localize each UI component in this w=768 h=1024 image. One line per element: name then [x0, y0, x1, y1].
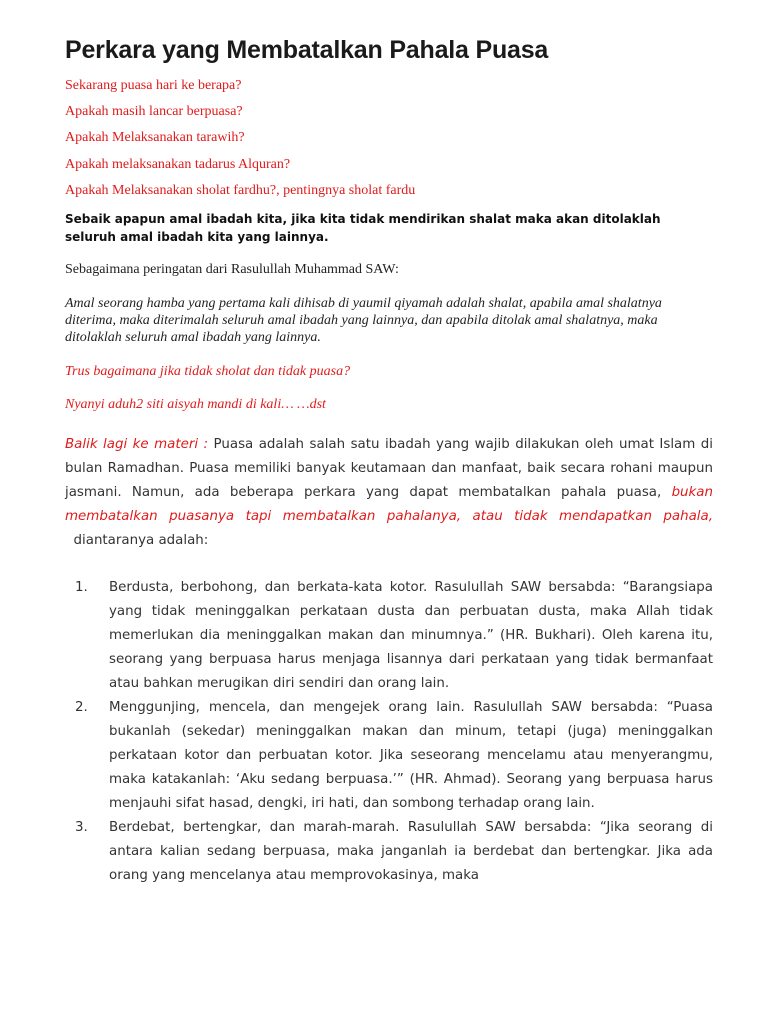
main-lead: Balik lagi ke materi : — [65, 437, 209, 452]
main-emphasis: bukan membatalkan puasanya tapi membatalkan pahalanya, atau tidak mendapatkan pahala, — [65, 485, 713, 524]
main-text-1: Puasa adalah salah satu ibadah yang wajib dilakukan oleh umat Islam di bulan Ramadhan. Puasa memiliki banyak keutamaan dan manfaat, baik secara rohani maupun jasmani. Namun, ada beberapa perkara yang dapat membatalkan pahala puasa, — [65, 437, 713, 500]
list-item-text: Berdebat, bertengkar, dan marah-marah. Rasulullah SAW bersabda: “Jika seorang di antara kalian sedang berpuasa, maka janganlah ia berdebat dan bertengkar. Jika ada orang yang mencelanya atau memprovokasinya, maka — [109, 820, 713, 883]
intro-line: Sebagaimana peringatan dari Rasulullah Muhammad SAW: — [65, 262, 399, 277]
hadith-quote: Amal seorang hamba yang pertama kali dihisab di yaumil qiyamah adalah shalat, apabila amal shalatnya diterima, maka diterimalah seluruh amal ibadah yang lainnya, dan apabila ditolak amal shalatnya, maka ditolaklah seluruh amal ibadah yang lainnya. — [65, 296, 662, 345]
question-4: Apakah melaksanakan tadarus Alquran? — [65, 157, 291, 172]
list-item-text: Berdusta, berbohong, dan berkata-kata kotor. Rasulullah SAW bersabda: “Barangsiapa yang tidak meninggalkan perkataan dusta dan perbuatan dusta, maka Allah tidak memerlukan dia meninggalkan makan dan minumnya.” (HR. Bukhari). Oleh karena itu, seorang yang berpuasa harus menjaga lisannya dari perkataan yang tidak bermanfaat atau bahkan merugikan diri sendiri dan orang lain. — [109, 580, 713, 691]
list-item — [65, 696, 713, 816]
points-list — [65, 576, 713, 888]
bold-paragraph: Sebaik apapun amal ibadah kita, jika kita tidak mendirikan shalat maka akan ditolaklah seluruh amal ibadah kita yang lainnya. — [65, 212, 661, 244]
question-3: Apakah Melaksanakan tarawih? — [65, 130, 245, 145]
question-line: Trus bagaimana jika tidak sholat dan tidak puasa? — [65, 364, 351, 379]
question-5: Apakah Melaksanakan sholat fardhu?, pentingnya sholat fardu — [65, 183, 416, 198]
list-item-number: 1. — [75, 580, 88, 595]
main-text-2: diantaranya adalah: — [65, 533, 209, 548]
list-item — [65, 576, 713, 696]
question-1: Sekarang puasa hari ke berapa? — [65, 78, 242, 93]
question-2: Apakah masih lancar berpuasa? — [65, 104, 243, 119]
list-item-number: 3. — [75, 820, 88, 835]
list-item-text: Menggunjing, mencela, dan mengejek orang lain. Rasulullah SAW bersabda: “Puasa bukanlah (sekedar) meninggalkan makan dan minum, tetapi (juga) meninggalkan perkataan kotor dan perbuatan kotor. Jika seseorang mencelamu atau menyerangmu, maka katakanlah: ‘Aku sedang berpuasa.’” (HR. Ahmad). Seorang yang berpuasa harus menjauhi sifat hasad, dengki, iri hati, dan sombong terhadap orang lain. — [109, 700, 713, 811]
list-item-number: 2. — [75, 700, 88, 715]
page-title: Perkara yang Membatalkan Pahala Puasa — [65, 36, 549, 64]
main-paragraph — [65, 433, 713, 553]
song-line: Nyanyi aduh2 siti aisyah mandi di kali… …dst — [65, 397, 326, 412]
list-item — [65, 816, 713, 888]
